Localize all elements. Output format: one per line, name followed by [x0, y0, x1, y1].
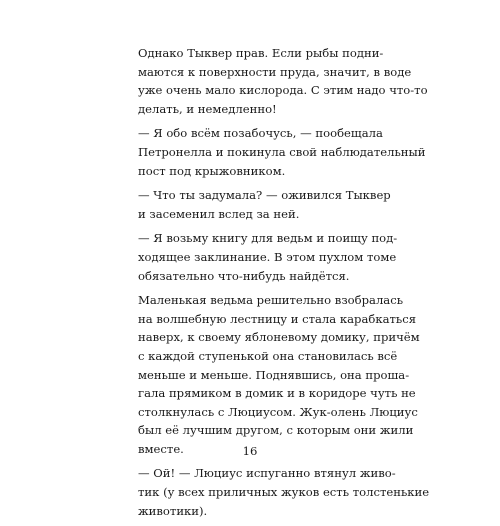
text-line: — Что ты задумала? — оживился Тыквер	[138, 188, 391, 203]
text-line: пост под крыжовником.	[138, 163, 286, 178]
text-line: — Я возьму книгу для ведьм и поищу под-	[138, 231, 398, 246]
text-line: меньше и меньше. Поднявшись, она проша-	[138, 367, 410, 382]
paragraph-2	[118, 124, 426, 180]
paragraph-4	[118, 229, 398, 285]
text-line: и засеменил вслед за ней.	[138, 206, 300, 221]
paragraph-3	[118, 186, 391, 223]
text-line: на волшебную лестницу и стала карабкаться	[138, 311, 417, 326]
text-line: столкнулась с Люциусом. Жук-олень Люциус	[138, 404, 418, 419]
text-line: наверх, к своему яблоневому домику, причём	[138, 330, 420, 345]
text-line: был её лучшим другом, с которым они жили	[138, 423, 414, 438]
text-line: маются к поверхности пруда, значит, в воде	[138, 64, 412, 79]
text-line: вместе.	[138, 441, 184, 456]
text-line: уже очень мало кислорода. С этим надо что-то	[138, 83, 428, 98]
text-line: с каждой ступенькой она становилась всё	[138, 348, 398, 363]
paragraph-5	[118, 291, 420, 458]
text-line: Маленькая ведьма решительно взобралась	[138, 293, 404, 308]
page-number: 16	[242, 444, 258, 458]
text-line: обязательно что-нибудь найдётся.	[138, 268, 350, 283]
text-line: гала прямиком в домик и в коридоре чуть не	[138, 386, 416, 401]
text-line: делать, и немедленно!	[138, 101, 277, 116]
text-line: ходящее заклинание. В этом пухлом томе	[138, 249, 397, 264]
text-line: — Ой! — Люциус испуганно втянул живо-	[138, 466, 396, 481]
text-line: Петронелла и покинула свой наблюдательный	[138, 144, 426, 159]
paragraph-1	[118, 44, 428, 118]
paragraph-6	[118, 464, 430, 520]
text-line: тик (у всех приличных жуков есть толстенькие	[138, 485, 430, 500]
text-line: — Я обо всём позабочусь, — пообещала	[138, 126, 383, 141]
text-line: животики).	[138, 503, 208, 518]
text-line: Однако Тыквер прав. Если рыбы подни-	[138, 46, 384, 60]
